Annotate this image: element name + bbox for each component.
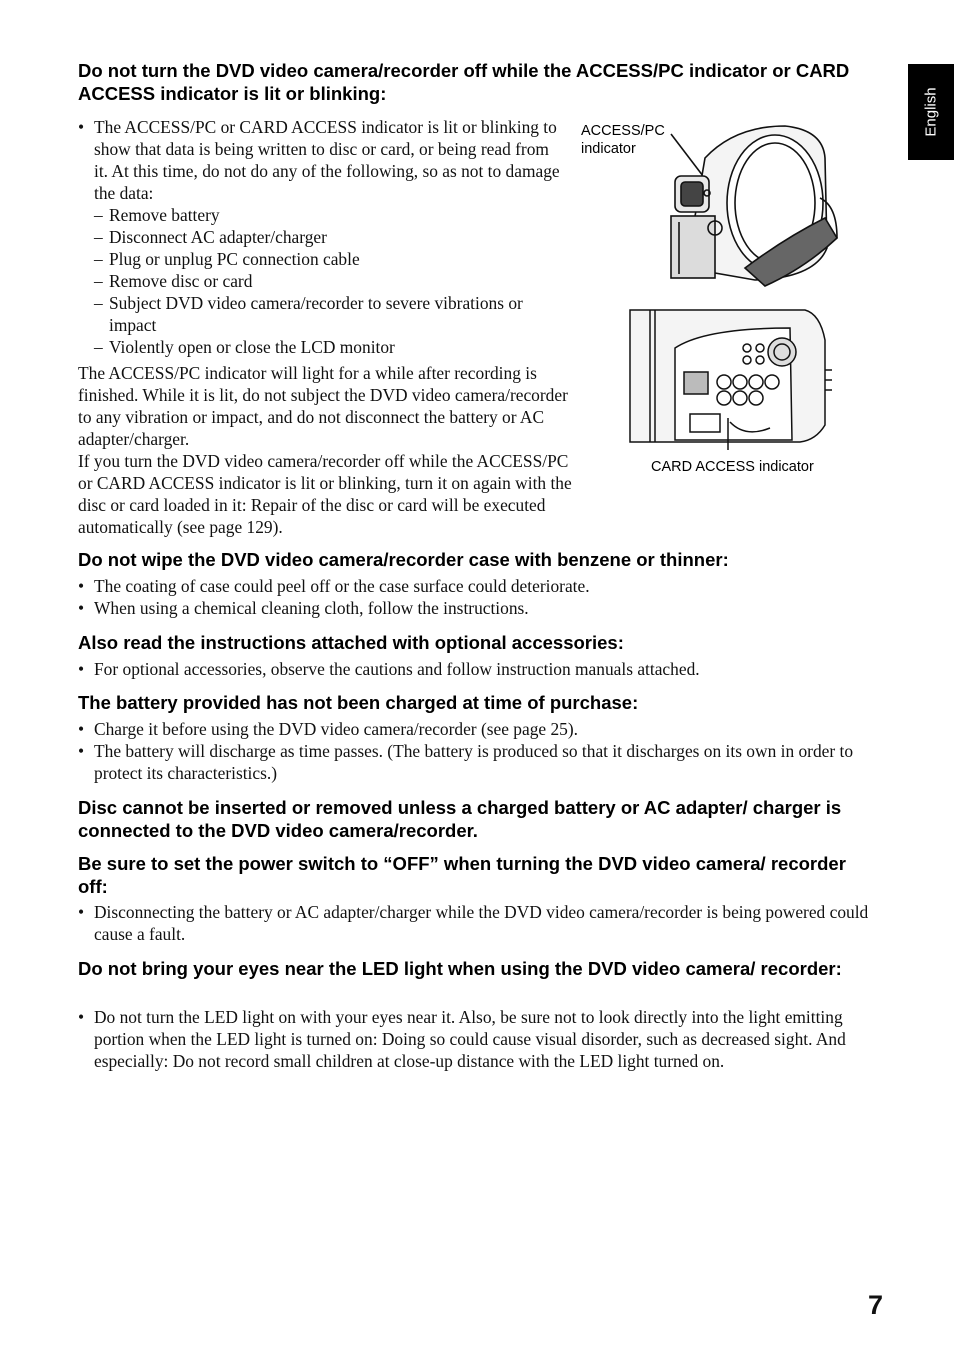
section-heading-battery: The battery provided has not been charged at time of purchase: xyxy=(78,692,639,713)
section-heading-power-switch: Be sure to set the power switch to “OFF” when turning the DVD video camera/ recorder off: xyxy=(78,853,846,897)
bullet-text: The ACCESS/PC or CARD ACCESS indicator is lit or blinking to show that data is being written to disc or card, or being read from it. At this time, do not do any of the following, so as not to damage the data: xyxy=(94,117,560,203)
card-access-indicator-label: CARD ACCESS indicator xyxy=(651,459,814,475)
power-switch-list xyxy=(78,901,888,945)
section-heading-accessories: Also read the instructions attached with optional accessories: xyxy=(78,632,624,653)
page-number: 7 xyxy=(868,1290,884,1320)
dash-item: – Plug or unplug PC connection cable xyxy=(94,248,563,270)
list-item: • The coating of case could peel off or the case surface could deteriorate. xyxy=(78,575,888,597)
section-heading-access-indicator: Do not turn the DVD video camera/recorder off while the ACCESS/PC indicator or CARD ACCESS indicator is lit or blinking: xyxy=(78,60,850,104)
list-item: • The battery will discharge as time passes. (The battery is produced so that it discharges on its own in order to protect its characteristics.) xyxy=(78,740,888,784)
access-pc-indicator-label: ACCESS/PC indicator xyxy=(581,123,665,157)
battery-list xyxy=(78,718,888,784)
list-item xyxy=(78,116,563,358)
list-item: • Disconnecting the battery or AC adapter/charger while the DVD video camera/recorder is being powered could cause a fault. xyxy=(78,901,888,945)
benzene-list xyxy=(78,575,888,619)
dash-list xyxy=(94,204,563,358)
led-light-list xyxy=(78,1006,888,1072)
section-heading-disc-insert: Disc cannot be inserted or removed unless a charged battery or AC adapter/ charger is connected to the DVD video camera/recorder. xyxy=(78,797,842,841)
camcorder-front-illustration xyxy=(575,118,845,293)
dash-item: – Remove battery xyxy=(94,204,563,226)
paragraph: If you turn the DVD video camera/recorder off while the ACCESS/PC or CARD ACCESS indicator is lit or blinking, turn it on again with the disc or card loaded in it: Repair of the disc or card will be executed automatically (see page 129). xyxy=(78,451,572,537)
section-heading-led-light: Do not bring your eyes near the LED light when using the DVD video camera/ recorder: xyxy=(78,958,842,979)
list-item: • Do not turn the LED light on with your eyes near it. Also, be sure not to look directly into the light emitting portion when the LED light is turned on: Doing so could cause visual disorder, such as decreased sight. And especially: Do not record small children at close-up distance with the LED light turned on. xyxy=(78,1006,888,1072)
dash-item: – Remove disc or card xyxy=(94,270,563,292)
paragraph: The ACCESS/PC indicator will light for a while after recording is finished. While it is lit, do not subject the DVD video camera/recorder to any vibration or impact, and do not disconnect the battery or AC adapter/charger. xyxy=(78,363,568,449)
list-item: • Charge it before using the DVD video camera/recorder (see page 25). xyxy=(78,718,888,740)
accessories-list xyxy=(78,658,888,680)
language-tab xyxy=(908,64,954,160)
camcorder-side-illustration xyxy=(620,300,835,460)
list-item: • When using a chemical cleaning cloth, follow the instructions. xyxy=(78,597,888,619)
access-indicator-list xyxy=(78,116,563,358)
language-tab-label: English xyxy=(922,87,940,137)
list-item: • For optional accessories, observe the cautions and follow instruction manuals attached. xyxy=(78,658,888,680)
section-heading-benzene: Do not wipe the DVD video camera/recorder case with benzene or thinner: xyxy=(78,549,729,570)
dash-item: – Subject DVD video camera/recorder to severe vibrations or impact xyxy=(94,292,563,336)
dash-item: – Violently open or close the LCD monitor xyxy=(94,336,563,358)
dash-item: – Disconnect AC adapter/charger xyxy=(94,226,563,248)
